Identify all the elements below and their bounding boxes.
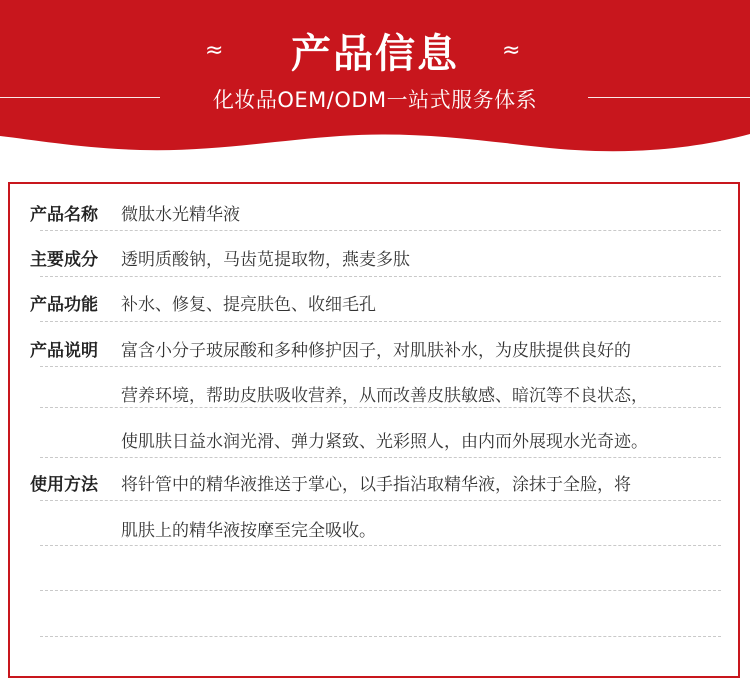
- usage-line-2: 肌肤上的精华液按摩至完全吸收。: [121, 521, 376, 541]
- function-label: 产品功能: [30, 295, 98, 315]
- ingredients-label: 主要成分: [30, 250, 98, 270]
- function-value: 补水、修复、提亮肤色、收细毛孔: [121, 295, 376, 315]
- wave-decoration-right: ≈: [502, 38, 518, 63]
- usage-line-1: 将针管中的精华液推送于掌心，以手指沾取精华液，涂抹于全脸，将: [121, 475, 631, 495]
- row-divider: [40, 590, 721, 591]
- usage-label: 使用方法: [30, 475, 98, 495]
- row-divider: [40, 457, 721, 458]
- name-value: 微肽水光精华液: [121, 205, 240, 225]
- row-divider: [40, 321, 721, 322]
- wave-decoration-left: ≈: [205, 38, 221, 63]
- row-divider: [40, 500, 721, 501]
- row-divider: [40, 230, 721, 231]
- row-divider: [40, 545, 721, 546]
- description-label: 产品说明: [30, 341, 98, 361]
- row-divider: [40, 636, 721, 637]
- description-line-2: 营养环境，帮助皮肤吸收营养，从而改善皮肤敏感、暗沉等不良状态，: [121, 386, 648, 406]
- header-banner: [0, 0, 750, 165]
- ingredients-value: 透明质酸钠，马齿苋提取物，燕麦多肽: [121, 250, 410, 270]
- description-line-1: 富含小分子玻尿酸和多种修护因子，对肌肤补水，为皮肤提供良好的: [121, 341, 631, 361]
- row-divider: [40, 407, 721, 408]
- row-divider: [40, 366, 721, 367]
- page-title: 产品信息: [291, 31, 459, 77]
- name-label: 产品名称: [30, 205, 98, 225]
- description-line-3: 使肌肤日益水润光滑、弹力紧致、光彩照人，由内而外展现水光奇迹。: [121, 432, 648, 452]
- subtitle-divider-right: [588, 97, 750, 98]
- row-divider: [40, 276, 721, 277]
- page-subtitle: 化妆品OEM/ODM一站式服务体系: [212, 88, 538, 112]
